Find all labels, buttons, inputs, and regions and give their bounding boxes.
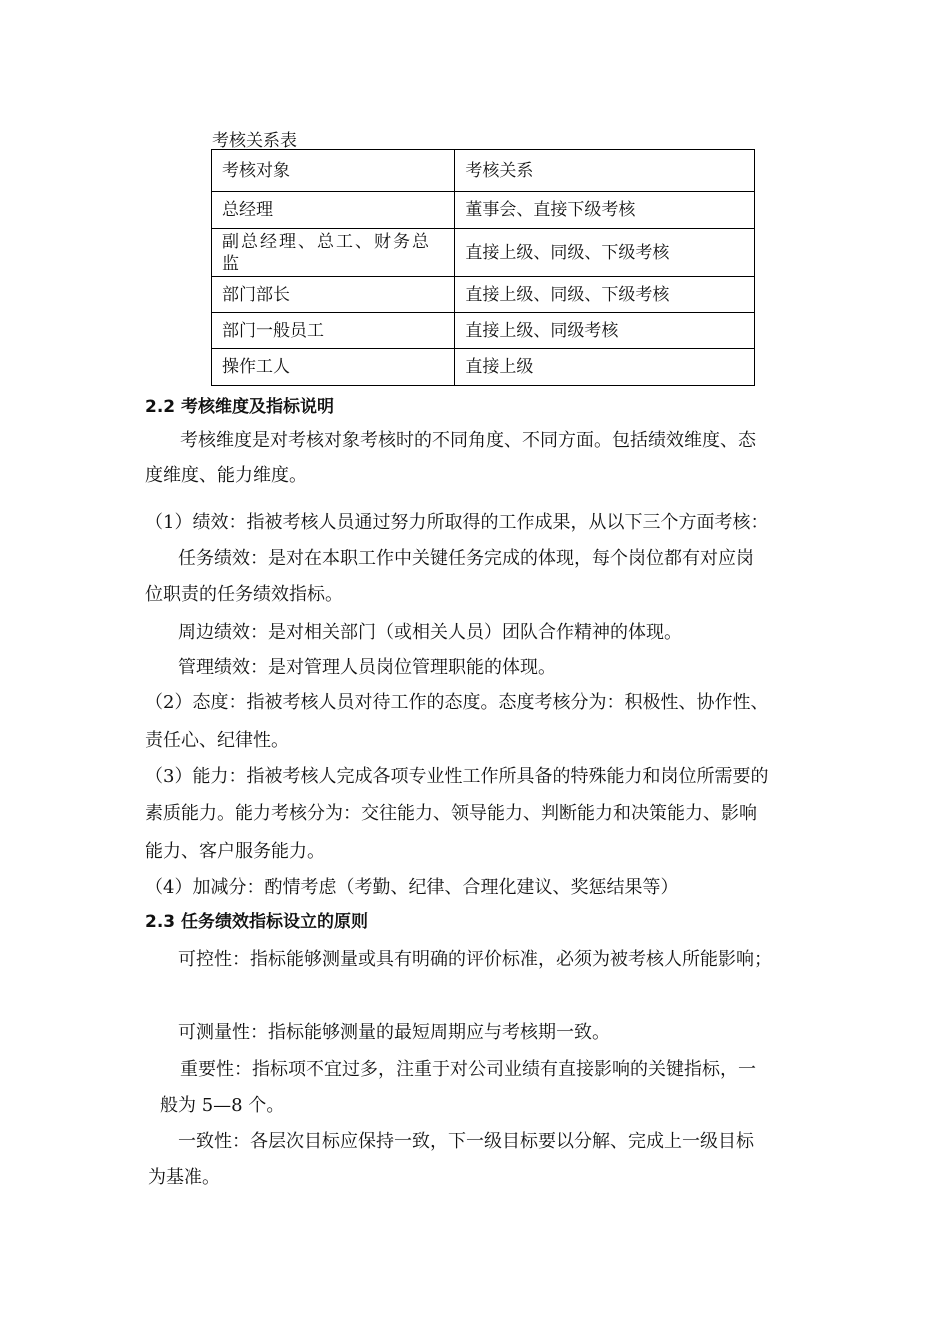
table-cell: 部门部长 [212,277,455,313]
table-cell: 直接上级、同级、下级考核 [455,229,755,277]
paragraph-line: 为基准。 [148,1167,220,1188]
paragraph-line: 可测量性：指标能够测量的最短周期应与考核期一致。 [178,1022,610,1043]
section-heading: 2.3 任务绩效指标设立的原则 [145,912,369,932]
paragraph-line: 素质能力。能力考核分为：交往能力、领导能力、判断能力和决策能力、影响 [145,803,757,824]
table-caption: 考核关系表 [212,131,297,151]
paragraph-line: 可控性：指标能够测量或具有明确的评价标准，必须为被考核人所能影响； [178,949,772,970]
header-cell: 考核对象 [212,150,455,192]
paragraph-line: 重要性：指标项不宜过多，注重于对公司业绩有直接影响的关键指标，一 [180,1059,756,1080]
paragraph-line: 任务绩效：是对在本职工作中关键任务完成的体现，每个岗位都有对应岗 [178,548,754,569]
table-cell: 直接上级、同级考核 [455,313,755,349]
paragraph-line: （3）能力：指被考核人完成各项专业性工作所具备的特殊能力和岗位所需要的 [145,766,769,787]
section-heading: 2.2 考核维度及指标说明 [145,397,335,417]
table-cell: 直接上级 [455,349,755,386]
table-row [212,229,755,277]
table-header-row [212,150,755,192]
table-cell: 董事会、直接下级考核 [455,192,755,229]
table-cell: 总经理 [212,192,455,229]
paragraph-line: （2）态度：指被考核人员对待工作的态度。态度考核分为：积极性、协作性、 [145,692,769,713]
header-cell: 考核关系 [455,150,755,192]
table-cell: 部门一般员工 [212,313,455,349]
paragraph-line: （4）加减分：酌情考虑（考勤、纪律、合理化建议、奖惩结果等） [145,877,679,898]
paragraph-line: 管理绩效：是对管理人员岗位管理职能的体现。 [178,657,556,678]
table-row [212,349,755,386]
table-row [212,277,755,313]
table-cell: 副总经理、总工、财务总监 [212,229,455,277]
paragraph-line: 度维度、能力维度。 [145,465,307,486]
paragraph-line: 一致性：各层次目标应保持一致，下一级目标要以分解、完成上一级目标 [178,1131,754,1152]
relationship-table [211,149,755,386]
paragraph-line: 般为 5—8 个。 [160,1095,285,1116]
paragraph-line: 责任心、纪律性。 [145,730,289,751]
table-cell: 操作工人 [212,349,455,386]
paragraph-line: 位职责的任务绩效指标。 [145,584,343,605]
paragraph-line: 考核维度是对考核对象考核时的不同角度、不同方面。包括绩效维度、态 [180,430,756,451]
table-cell: 直接上级、同级、下级考核 [455,277,755,313]
paragraph-line: 周边绩效：是对相关部门（或相关人员）团队合作精神的体现。 [178,622,682,643]
paragraph-line: （1）绩效：指被考核人员通过努力所取得的工作成果，从以下三个方面考核： [145,512,769,533]
table-row [212,192,755,229]
paragraph-line: 能力、客户服务能力。 [145,841,325,862]
table-row [212,313,755,349]
